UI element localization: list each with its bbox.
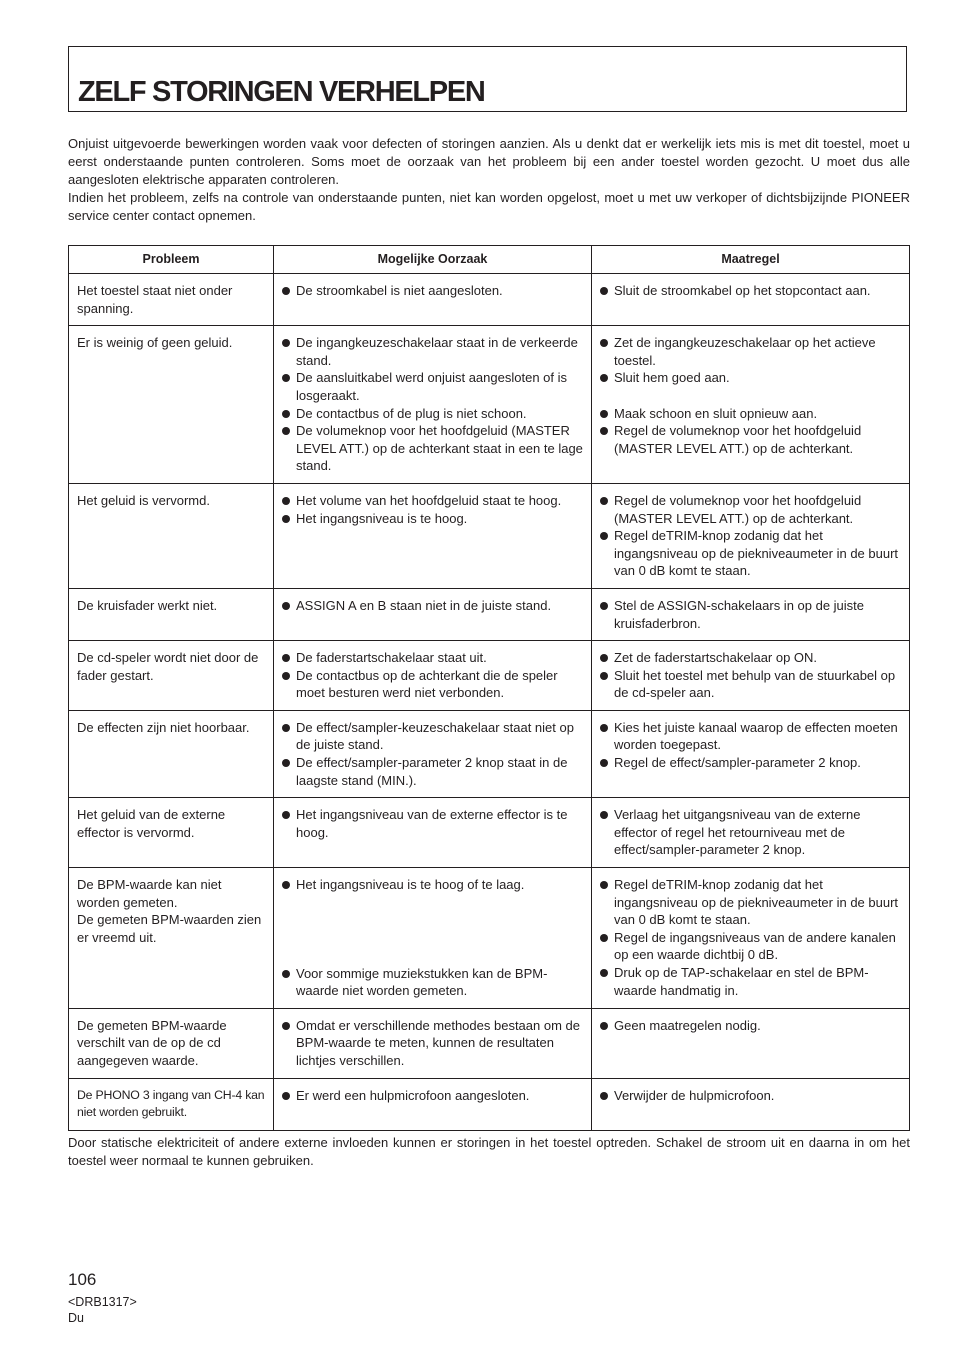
remedy-item: Kies het juiste kanaal waarop de effecten moeten worden toegepast. <box>600 719 901 754</box>
problem-cell: De gemeten BPM-waarde verschilt van de op de cd aangegeven waarde. <box>69 1008 274 1078</box>
cause-item: De effect/sampler-keuzeschakelaar staat niet op de juiste stand. <box>282 719 583 754</box>
remedy-item: Druk op de TAP-schakelaar en stel de BPM-waarde handmatig in. <box>600 964 901 999</box>
cause-cell <box>274 588 592 640</box>
cause-item: De contactbus op de achterkant die de speler moet besturen werd niet verbonden. <box>282 667 583 702</box>
remedy-item: Stel de ASSIGN-schakelaars in op de juiste kruisfaderbron. <box>600 597 901 632</box>
problem-cell: De PHONO 3 ingang van CH-4 kan niet worden gebruikt. <box>69 1078 274 1130</box>
remedy-item: Sluit hem goed aan. <box>600 369 901 387</box>
cause-item: Voor sommige muziekstukken kan de BPM-waarde niet worden gemeten. <box>282 965 583 1000</box>
table-row <box>69 1078 910 1130</box>
problem-line-1: De BPM-waarde kan niet worden gemeten. <box>77 877 222 910</box>
remedy-cell <box>592 483 910 588</box>
table-row <box>69 274 910 326</box>
remedy-cell <box>592 588 910 640</box>
remedy-item: Maak schoon en sluit opnieuw aan. <box>600 405 901 423</box>
page-number: 106 <box>68 1270 97 1289</box>
cause-item: De effect/sampler-parameter 2 knop staat in de laagste stand (MIN.). <box>282 754 583 789</box>
cause-cell <box>274 274 592 326</box>
remedy-item: Sluit de stroomkabel op het stopcontact aan. <box>600 282 901 300</box>
cause-item: Er werd een hulpmicrofoon aangesloten. <box>282 1087 583 1105</box>
problem-cell: De cd-speler wordt niet door de fader gestart. <box>69 641 274 711</box>
cause-item: De aansluitkabel werd onjuist aangesloten of is losgeraakt. <box>282 369 583 404</box>
remedy-item: Zet de faderstartschakelaar op ON. <box>600 649 901 667</box>
troubleshooting-table <box>68 245 910 1131</box>
remedy-cell <box>592 1008 910 1078</box>
cause-cell <box>274 1008 592 1078</box>
cause-item: Omdat er verschillende methodes bestaan om de BPM-waarde te meten, kunnen de resultaten lichtjes verschillen. <box>282 1017 583 1070</box>
remedy-cell <box>592 1078 910 1130</box>
table-header-row <box>69 246 910 274</box>
problem-cell: Het geluid is vervormd. <box>69 483 274 588</box>
cause-item: De volumeknop voor het hoofdgeluid (MASTER LEVEL ATT.) op de achterkant staat in een te lage stand. <box>282 422 583 475</box>
problem-cell: Er is weinig of geen geluid. <box>69 326 274 484</box>
table-row <box>69 326 910 484</box>
problem-cell: De effecten zijn niet hoorbaar. <box>69 710 274 797</box>
remedy-cell <box>592 868 910 1009</box>
remedy-item: Zet de ingangkeuzeschakelaar op het actieve toestel. <box>600 334 901 369</box>
remedy-item: Verwijder de hulpmicrofoon. <box>600 1087 901 1105</box>
table-row <box>69 710 910 797</box>
column-header-remedy: Maatregel <box>592 246 910 274</box>
table-row <box>69 1008 910 1078</box>
cause-cell <box>274 868 592 1009</box>
cause-cell <box>274 641 592 711</box>
remedy-item: Regel de volumeknop voor het hoofdgeluid (MASTER LEVEL ATT.) op de achterkant. <box>600 492 901 527</box>
column-header-problem: Probleem <box>69 246 274 274</box>
remedy-item: Regel de effect/sampler-parameter 2 knop. <box>600 754 901 772</box>
cause-item: De ingangkeuzeschakelaar staat in de verkeerde stand. <box>282 334 583 369</box>
intro-paragraph-2: Indien het probleem, zelfs na controle van onderstaande punten, niet kan worden opgelost, moet u met uw verkoper of dichtsbijzijnde PIONEER service center contact opnemen. <box>68 190 910 223</box>
remedy-cell <box>592 274 910 326</box>
cause-cell <box>274 1078 592 1130</box>
remedy-cell <box>592 710 910 797</box>
problem-cell: De kruisfader werkt niet. <box>69 588 274 640</box>
column-header-cause: Mogelijke Oorzaak <box>274 246 592 274</box>
remedy-cell <box>592 798 910 868</box>
problem-cell <box>69 868 274 1009</box>
remedy-item: Sluit het toestel met behulp van de stuurkabel op de cd-speler aan. <box>600 667 901 702</box>
cause-cell <box>274 798 592 868</box>
table-row <box>69 588 910 640</box>
document-code: <DRB1317> <box>68 1295 137 1309</box>
cause-item: Het ingangsniveau is te hoog. <box>282 510 583 528</box>
cause-cell <box>274 710 592 797</box>
remedy-item: Regel deTRIM-knop zodanig dat het ingangsniveau op de piekniveaumeter in de buurt van 0 dB komt te staan. <box>600 527 901 580</box>
intro-text <box>68 135 910 225</box>
cause-item: De contactbus of de plug is niet schoon. <box>282 405 583 423</box>
remedy-cell <box>592 326 910 484</box>
problem-cell: Het geluid van de externe effector is vervormd. <box>69 798 274 868</box>
remedy-cell <box>592 641 910 711</box>
cause-cell <box>274 483 592 588</box>
problem-cell: Het toestel staat niet onder spanning. <box>69 274 274 326</box>
title-box <box>68 46 907 112</box>
table-row <box>69 483 910 588</box>
page-title: ZELF STORINGEN VERHELPEN <box>78 76 485 108</box>
cause-cell <box>274 326 592 484</box>
remedy-item: Geen maatregelen nodig. <box>600 1017 901 1035</box>
cause-item: Het ingangsniveau is te hoog of te laag. <box>282 876 583 894</box>
cause-item: Het volume van het hoofdgeluid staat te hoog. <box>282 492 583 510</box>
remedy-item: Regel de volumeknop voor het hoofdgeluid (MASTER LEVEL ATT.) op de achterkant. <box>600 422 901 457</box>
table-row <box>69 868 910 1009</box>
table-row <box>69 798 910 868</box>
problem-line-2: De gemeten BPM-waarden zien er vreemd uit. <box>77 912 262 945</box>
cause-item: ASSIGN A en B staan niet in de juiste stand. <box>282 597 583 615</box>
cause-item: De faderstartschakelaar staat uit. <box>282 649 583 667</box>
table-row <box>69 641 910 711</box>
cause-item: De stroomkabel is niet aangesloten. <box>282 282 583 300</box>
cause-item: Het ingangsniveau van de externe effector is te hoog. <box>282 806 583 841</box>
remedy-item: Regel deTRIM-knop zodanig dat het ingangsniveau op de piekniveaumeter in de buurt van 0 dB komt te staan. <box>600 876 901 929</box>
intro-paragraph-1: Onjuist uitgevoerde bewerkingen worden vaak voor defecten of storingen aanzien. Als u denkt dat er werkelijk iets mis is met dit toestel, moet u eerst onderstaande punten controleren. Soms moet de oorzaak van het probleem bij een ander toestel worden gezocht. U moet dus alle aangesloten elektrische apparaten controleren. <box>68 136 910 187</box>
remedy-item: Verlaag het uitgangsniveau van de externe effector of regel het retourniveau met de effect/sampler-parameter 2 knop. <box>600 806 901 859</box>
remedy-item: Regel de ingangsniveaus van de andere kanalen op een waarde dichtbij 0 dB. <box>600 929 901 964</box>
spacer <box>600 387 901 405</box>
static-electricity-note: Door statische elektriciteit of andere externe invloeden kunnen er storingen in het toestel optreden. Schakel de stroom uit en daarna in om het toestel weer normaal te kunnen gebruiken. <box>68 1135 910 1168</box>
language-code: Du <box>68 1311 84 1325</box>
